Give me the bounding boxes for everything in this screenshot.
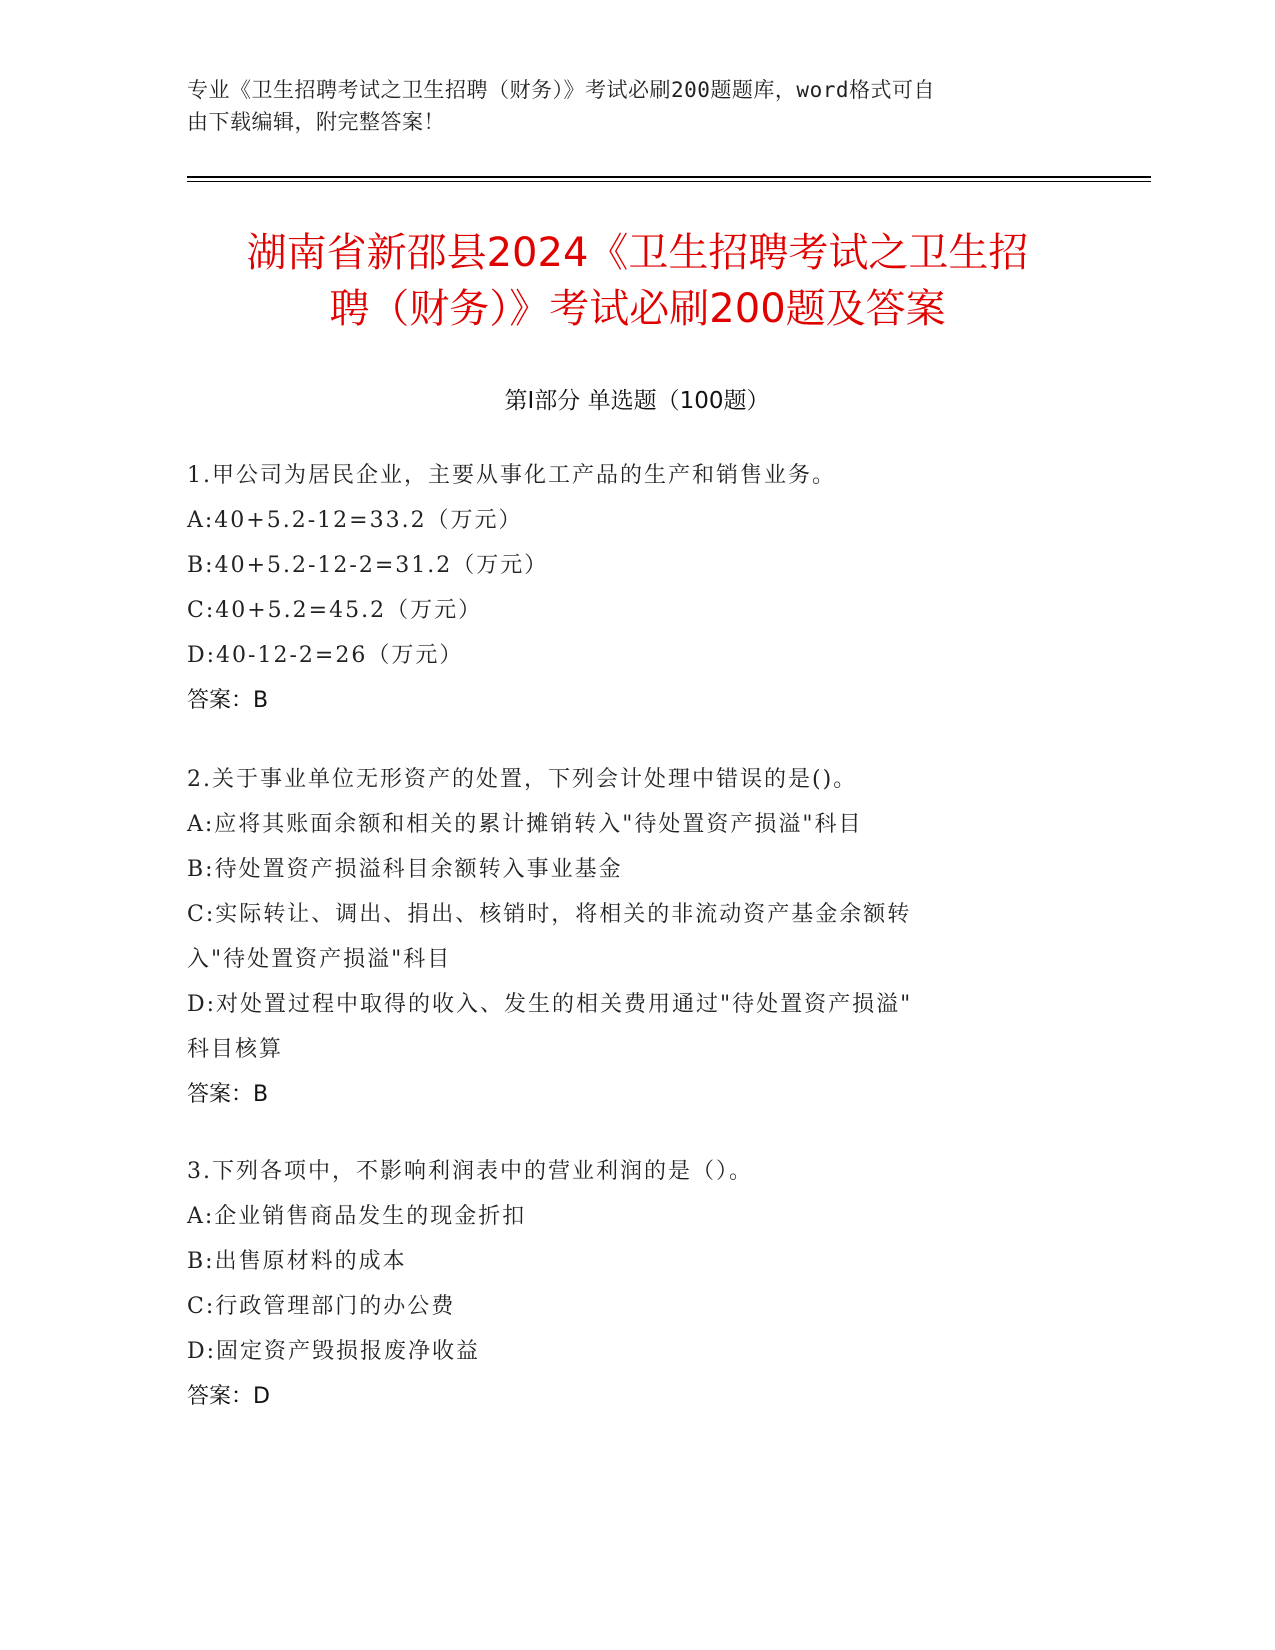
- header-note-line-2: 由下载编辑，附完整答案！: [187, 110, 445, 134]
- option-a: A:应将其账面余额和相关的累计摊销转入"待处置资产损溢"科目: [187, 812, 863, 837]
- option-d-continued: 科目核算: [187, 1037, 284, 1062]
- option-b: B:出售原材料的成本: [187, 1249, 407, 1274]
- title-line-2: 聘（财务）》考试必刷200题及答案: [329, 286, 946, 332]
- option-b: B:40+5.2-12-2=31.2（万元）: [187, 553, 549, 578]
- document-title: [140, 225, 1135, 337]
- answer: 答案：B: [187, 688, 269, 713]
- option-a: A:40+5.2-12=33.2（万元）: [187, 508, 523, 533]
- answer: 答案：D: [187, 1384, 270, 1409]
- answer: 答案：B: [187, 1082, 269, 1107]
- header-note-line-1: 专业《卫生招聘考试之卫生招聘（财务）》考试必刷200题题库，word格式可自: [187, 78, 935, 102]
- option-b: B:待处置资产损溢科目余额转入事业基金: [187, 857, 623, 882]
- header-note: [187, 74, 1067, 138]
- question-stem: 3.下列各项中，不影响利润表中的营业利润的是（）。: [187, 1159, 753, 1184]
- option-c-continued: 入"待处置资产损溢"科目: [187, 947, 452, 972]
- question-3: [187, 1149, 1087, 1419]
- question-stem: 2.关于事业单位无形资产的处置，下列会计处理中错误的是()。: [187, 767, 858, 792]
- header-rule-thin: [187, 181, 1151, 182]
- question-1: [187, 453, 1087, 723]
- option-d: D:固定资产毁损报废净收益: [187, 1339, 481, 1364]
- section-heading: 第Ⅰ部分 单选题（100题）: [504, 388, 770, 414]
- option-a: A:企业销售商品发生的现金折扣: [187, 1204, 527, 1229]
- option-d: D:40-12-2=26（万元）: [187, 643, 464, 668]
- option-c: C:40+5.2=45.2（万元）: [187, 598, 483, 623]
- question-stem: 1.甲公司为居民企业，主要从事化工产品的生产和销售业务。: [187, 463, 836, 488]
- option-c: C:行政管理部门的办公费: [187, 1294, 456, 1319]
- option-d: D:对处置过程中取得的收入、发生的相关费用通过"待处置资产损溢": [187, 992, 913, 1017]
- option-c: C:实际转让、调出、捐出、核销时，将相关的非流动资产基金余额转: [187, 902, 912, 927]
- title-line-1: 湖南省新邵县2024《卫生招聘考试之卫生招: [246, 230, 1029, 276]
- question-2: [187, 757, 1087, 1117]
- header-rule-thick: [187, 176, 1151, 178]
